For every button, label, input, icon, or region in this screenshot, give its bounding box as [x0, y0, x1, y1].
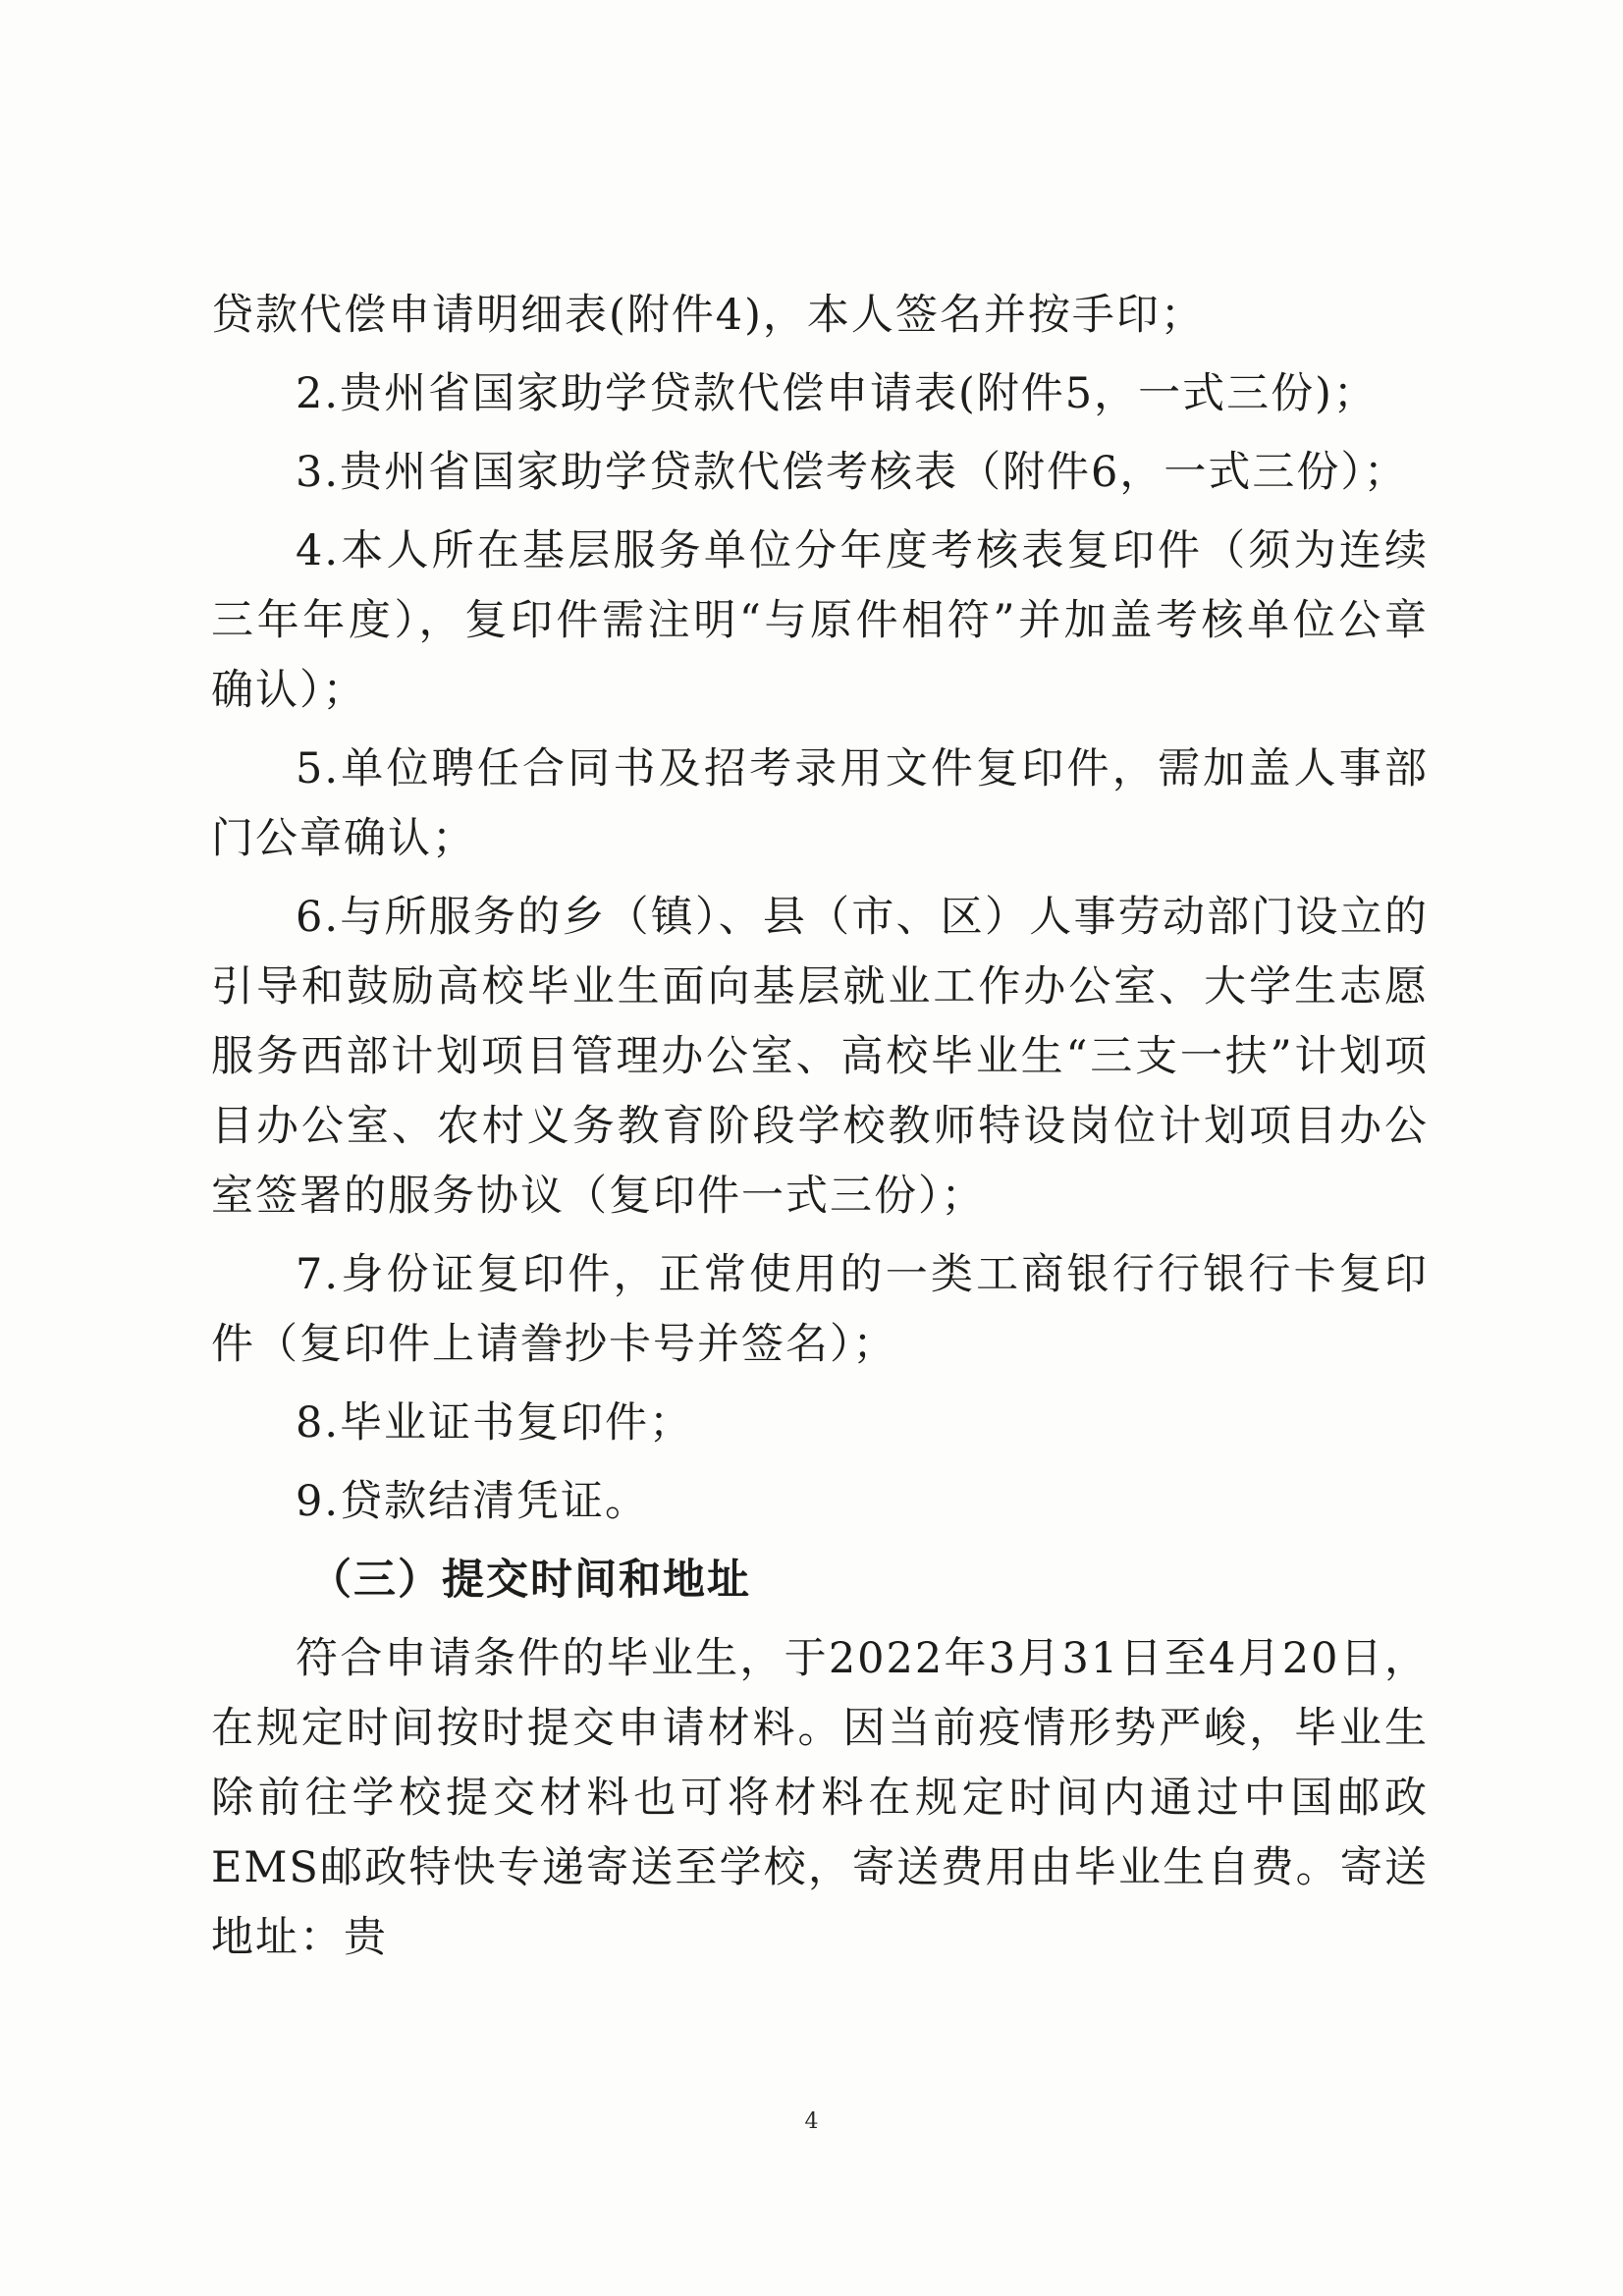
paragraph-item-2: 2.贵州省国家助学贷款代偿申请表(附件5，一式三份)； [296, 369, 1378, 418]
paragraph-item-4: 4.本人所在基层服务单位分年度考核表复印件（须为连续三年年度），复印件需注明“与原件相符”并加盖考核单位公章确认）； [211, 526, 1429, 715]
section-heading: （三）提交时间和地址 [309, 1556, 751, 1605]
paragraph-item-5: 5.单位聘任合同书及招考录用文件复印件，需加盖人事部门公章确认； [211, 744, 1429, 863]
paragraph-attachment-4: 贷款代偿申请明细表(附件4)，本人签名并按手印； [211, 291, 1205, 340]
paragraph-item-7: 7.身份证复印件，正常使用的一类工商银行行银行卡复印件（复印件上请誊抄卡号并签名）； [211, 1250, 1429, 1369]
paragraph-item-9: 9.贷款结清凭证。 [296, 1477, 650, 1526]
paragraph-item-6: 6.与所服务的乡（镇）、县（市、区）人事劳动部门设立的引导和鼓励高校毕业生面向基层就业工作办公室、大学生志愿服务西部计划项目管理办公室、高校毕业生“三支一扶”计划项目办公室、农村义务教育阶段学校教师特设岗位计划项目办公室签署的服务协议（复印件一式三份）； [211, 893, 1429, 1221]
paragraph-item-8: 8.毕业证书复印件； [296, 1398, 694, 1448]
paragraph-item-3: 3.贵州省国家助学贷款代偿考核表（附件6，一式三份）； [296, 448, 1408, 497]
document-body [211, 281, 1429, 1982]
paragraph-submission: 符合申请条件的毕业生，于2022年3月31日至4月20日，在规定时间按时提交申请材料。因当前疫情形势严峻，毕业生除前往学校提交材料也可将材料在规定时间内通过中国邮政EMS邮政特快专递寄送至学校，寄送费用由毕业生自费。寄送地址：贵 [211, 1634, 1429, 1962]
page-number: 4 [804, 2109, 819, 2134]
